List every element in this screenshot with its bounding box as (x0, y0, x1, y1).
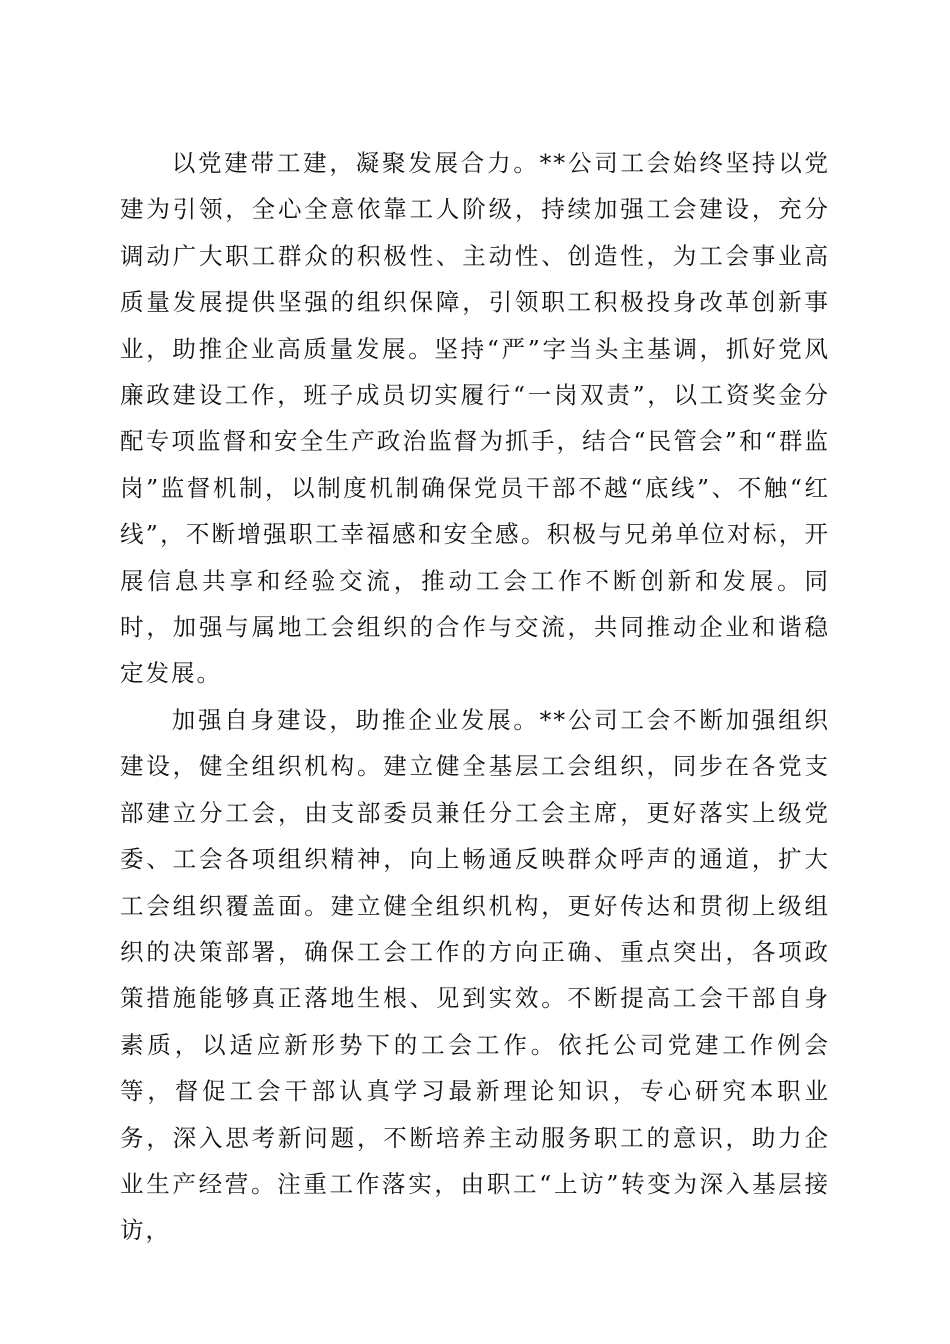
paragraph-party-building: 以党建带工建，凝聚发展合力。**公司工会始终坚持以党建为引领，全心全意依靠工人阶级，持续加强工会建设，充分调动广大职工群众的积极性、主动性、创造性，为工会事业高质量发展提供坚强的组织保障，引领职工积极投身改革创新事业，助推企业高质量发展。坚持“严”字当头主基调，抓好党风廉政建设工作，班子成员切实履行“一岗双责”，以工资奖金分配专项监督和安全生产政治监督为抓手，结合“民管会”和“群监岗”监督机制，以制度机制确保党员干部不越“底线”、不触“红线”，不断增强职工幸福感和安全感。积极与兄弟单位对标，开展信息共享和经验交流，推动工会工作不断创新和发展。同时，加强与属地工会组织的合作与交流，共同推动企业和谐稳定发展。 (120, 149, 830, 688)
document-body (120, 140, 830, 1254)
paragraph-self-building: 加强自身建设，助推企业发展。**公司工会不断加强组织建设，健全组织机构。建立健全基层工会组织，同步在各党支部建立分工会，由支部委员兼任分工会主席，更好落实上级党委、工会各项组织精神，向上畅通反映群众呼声的通道，扩大工会组织覆盖面。建立健全组织机构，更好传达和贯彻上级组织的决策部署，确保工会工作的方向正确、重点突出，各项政策措施能够真正落地生根、见到实效。不断提高工会干部自身素质，以适应新形势下的工会工作。依托公司党建工作例会等，督促工会干部认真学习最新理论知识，专心研究本职业务，深入思考新问题，不断培养主动服务职工的意识，助力企业生产经营。注重工作落实，由职工“上访”转变为深入基层接访， (120, 705, 830, 1245)
